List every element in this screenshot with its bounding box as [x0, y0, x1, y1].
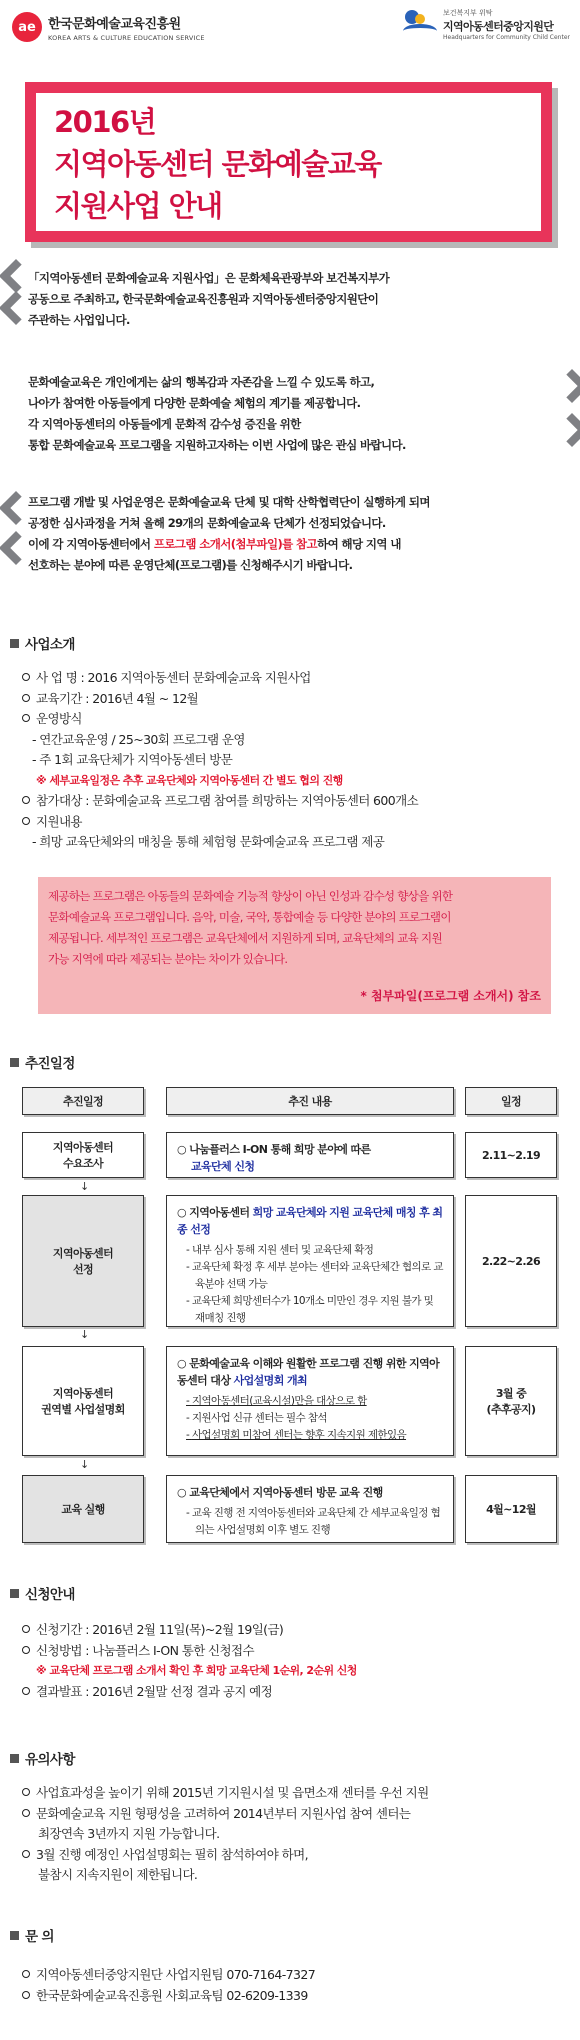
contact-childcenter: 지역아동센터중앙지원단 사업지원팀 070-7164-7327	[22, 1965, 562, 1986]
chevron-left-icon	[0, 258, 24, 286]
schedule-header-stage: 추진일정	[22, 1087, 144, 1115]
business-method-note: ※ 세부교육일정은 추후 교육단체와 지역아동센터 간 별도 협의 진행	[36, 773, 343, 787]
application-period: 신청기간 : 2016년 2월 11일(목)~2월 19일(금)	[22, 1620, 562, 1641]
caution-3-cont: 불참시 지속지원이 제한됩니다.	[38, 1867, 198, 1882]
chevron-left-icon	[0, 490, 24, 518]
title-line-1: 2016년	[54, 105, 156, 139]
business-support: 지원내용	[22, 812, 562, 833]
chevron-right-icon	[558, 368, 580, 396]
program-notice-box: 제공하는 프로그램은 아동들의 문화예술 기능적 향상이 아닌 인성과 감수성 향상을 위한 문화예술교육 프로그램입니다. 음악, 미술, 국악, 통합예술 등 다양한 분야의 프로그램이 제공됩니다. 세부적인 프로그램은 교육단체에서 지원하게 되며, 교육단체의 교육 지원 가능 지역에 따라 제공되는 분야는 차이가 있습니다. * 첨부파일(프로그램 소개서) 참조	[38, 877, 551, 1014]
caution-3: 3월 진행 예정인 사업설명회는 필히 참석하여야 하며,	[22, 1845, 562, 1866]
business-method-1: - 연간교육운영 / 25~30회 프로그램 운영	[32, 731, 245, 747]
childcenter-emblem-icon	[403, 10, 439, 40]
schedule-date-briefing: 3월 중 (추후공지)	[465, 1346, 557, 1456]
schedule-content-briefing: ○ 문화예술교육 이해와 원활한 프로그램 진행 위한 지역아동센터 대상 사업설명회 개최 - 지역아동센터(교육시설)만을 대상으로 함 - 지원사업 신규 센터는 필수 참석 - 사업설명회 미참여 센터는 향후 지속지원 제한있음	[166, 1346, 454, 1456]
schedule-header-date: 일정	[465, 1087, 557, 1115]
title-line-3: 지원사업 안내	[54, 189, 222, 224]
chevron-right-icon	[558, 412, 580, 440]
schedule-stage-education: 교육 실행	[22, 1475, 144, 1543]
contact-list	[22, 1965, 562, 2006]
kaces-logo	[12, 12, 205, 42]
page-title	[36, 93, 541, 227]
caution-2-cont: 최장연속 3년까지 지원 가능합니다.	[38, 1826, 220, 1841]
program-guide-highlight: 프로그램 소개서(첨부파일)를 참고	[153, 537, 318, 551]
kaces-logo-english: KOREA ARTS & CULTURE EDUCATION SERVICE	[48, 33, 205, 42]
schedule-content-selection: ○ 지역아동센터 희망 교육단체와 지원 교육단체 매칭 후 최종 선정 - 내부 심사 통해 지원 센터 및 교육단체 확정 - 교육단체 확정 후 세부 분야는 센터와 교육단체간 협의로 교육분야 선택 가능 - 교육단체 희망센터수가 10개소 미만인 경우 지원 불가 및 재매칭 진행	[166, 1195, 454, 1327]
schedule-stage-briefing: 지역아동센터 권역별 사업설명회	[22, 1346, 144, 1456]
schedule-content-survey: ○ 나눔플러스 I-ON 통해 희망 분야에 따른 교육단체 신청	[166, 1132, 454, 1178]
contact-kaces: 한국문화예술교육진흥원 사회교육팀 02-6209-1339	[22, 1986, 562, 2007]
caution-1: 사업효과성을 높이기 위해 2015년 기지원시설 및 읍면소재 센터를 우선 지원	[22, 1783, 562, 1804]
down-arrow-icon: ↓	[80, 1458, 90, 1471]
business-target: 참가대상 : 문화예술교육 프로그램 참여를 희망하는 지역아동센터 600개소	[22, 791, 562, 812]
business-period: 교육기간 : 2016년 4월 ~ 12월	[22, 689, 562, 710]
application-result: 결과발표 : 2016년 2월말 선정 결과 공지 예정	[22, 1682, 562, 1703]
schedule-stage-survey: 지역아동센터 수요조사	[22, 1132, 144, 1178]
business-method-2: - 주 1회 교육단체가 지역아동센터 방문	[32, 752, 233, 767]
title-line-2: 지역아동센터 문화예술교육	[54, 147, 381, 182]
intro-paragraph-1: 「지역아동센터 문화예술교육 지원사업」은 문화체육관광부와 보건복지부가 공동으로 주최하고, 한국문화예술교육진흥원과 지역아동센터중앙지원단이 주관하는 사업입니다.	[28, 271, 390, 327]
childcenter-logo-english: Headquarters for Community Child Center	[442, 34, 570, 41]
section-caution: 유의사항	[10, 1748, 75, 1768]
business-name: 사 업 명 : 2016 지역아동센터 문화예술교육 지원사업	[22, 668, 562, 689]
application-info-list	[22, 1620, 562, 1702]
schedule-stage-selection: 지역아동센터 선정	[22, 1195, 144, 1327]
down-arrow-icon: ↓	[80, 1328, 90, 1341]
caution-list	[22, 1783, 562, 1886]
attachment-reference: * 첨부파일(프로그램 소개서) 참조	[360, 989, 541, 1003]
title-box	[25, 82, 552, 242]
business-method: 운영방식	[22, 709, 562, 730]
schedule-date-selection: 2.22~2.26	[465, 1195, 557, 1327]
childcenter-logo-name: 지역아동센터중앙지원단	[442, 20, 554, 33]
childcenter-logo	[403, 8, 570, 41]
intro-paragraph-3: 프로그램 개발 및 사업운영은 문화예술교육 단체 및 대학 산학협력단이 실행하게 되며 공정한 심사과정을 거쳐 올해 29개의 문화예술교육 단체가 선정되었습니다. 이에 각 지역아동센터에서 프로그램 소개서(첨부파일)를 참고하여 해당 지역 내 선호하는 분야에 따른 운영단체(프로그램)를 신청해주시기 바랍니다.	[28, 495, 430, 572]
chevron-left-icon	[0, 290, 24, 318]
intro-paragraph-2: 문화예술교육은 개인에게는 삶의 행복감과 자존감을 느낄 수 있도록 하고, 나아가 참여한 아동들에게 다양한 문화예술 체험의 계기를 제공합니다. 각 지역아동센터의 아동들에게 문화적 감수성 증진을 위한 통합 문화예술교육 프로그램을 지원하고자하는 이번 사업에 많은 관심 바랍니다.	[28, 375, 406, 452]
section-schedule: 추진일정	[10, 1052, 75, 1072]
section-application: 신청안내	[10, 1583, 75, 1603]
schedule-date-education: 4월~12월	[465, 1475, 557, 1543]
down-arrow-icon: ↓	[80, 1180, 90, 1193]
section-contact: 문 의	[10, 1925, 54, 1945]
schedule-date-survey: 2.11~2.19	[465, 1132, 557, 1178]
kaces-logo-name: 한국문화예술교육진흥원	[48, 16, 181, 32]
childcenter-logo-small: 보건복지부 위탁	[442, 9, 493, 17]
chevron-left-icon	[0, 530, 24, 558]
application-note: ※ 교육단체 프로그램 소개서 확인 후 희망 교육단체 1순위, 2순위 신청	[36, 1664, 357, 1677]
schedule-content-education: ○ 교육단체에서 지역아동센터 방문 교육 진행 - 교육 진행 전 지역아동센터와 교육단체 간 세부교육일정 협의는 사업설명회 이후 별도 진행	[166, 1475, 454, 1543]
application-method: 신청방법 : 나눔플러스 I-ON 통한 신청접수	[22, 1641, 562, 1662]
kaces-logo-mark: ae	[12, 12, 42, 42]
schedule-header-content: 추진 내용	[166, 1087, 454, 1115]
section-business-intro: 사업소개	[10, 633, 75, 653]
business-info-list	[22, 668, 562, 853]
business-support-1: - 희망 교육단체와의 매칭을 통해 체험형 문화예술교육 프로그램 제공	[32, 834, 385, 849]
caution-2: 문화예술교육 지원 형평성을 고려하여 2014년부터 지원사업 참여 센터는	[22, 1804, 562, 1825]
